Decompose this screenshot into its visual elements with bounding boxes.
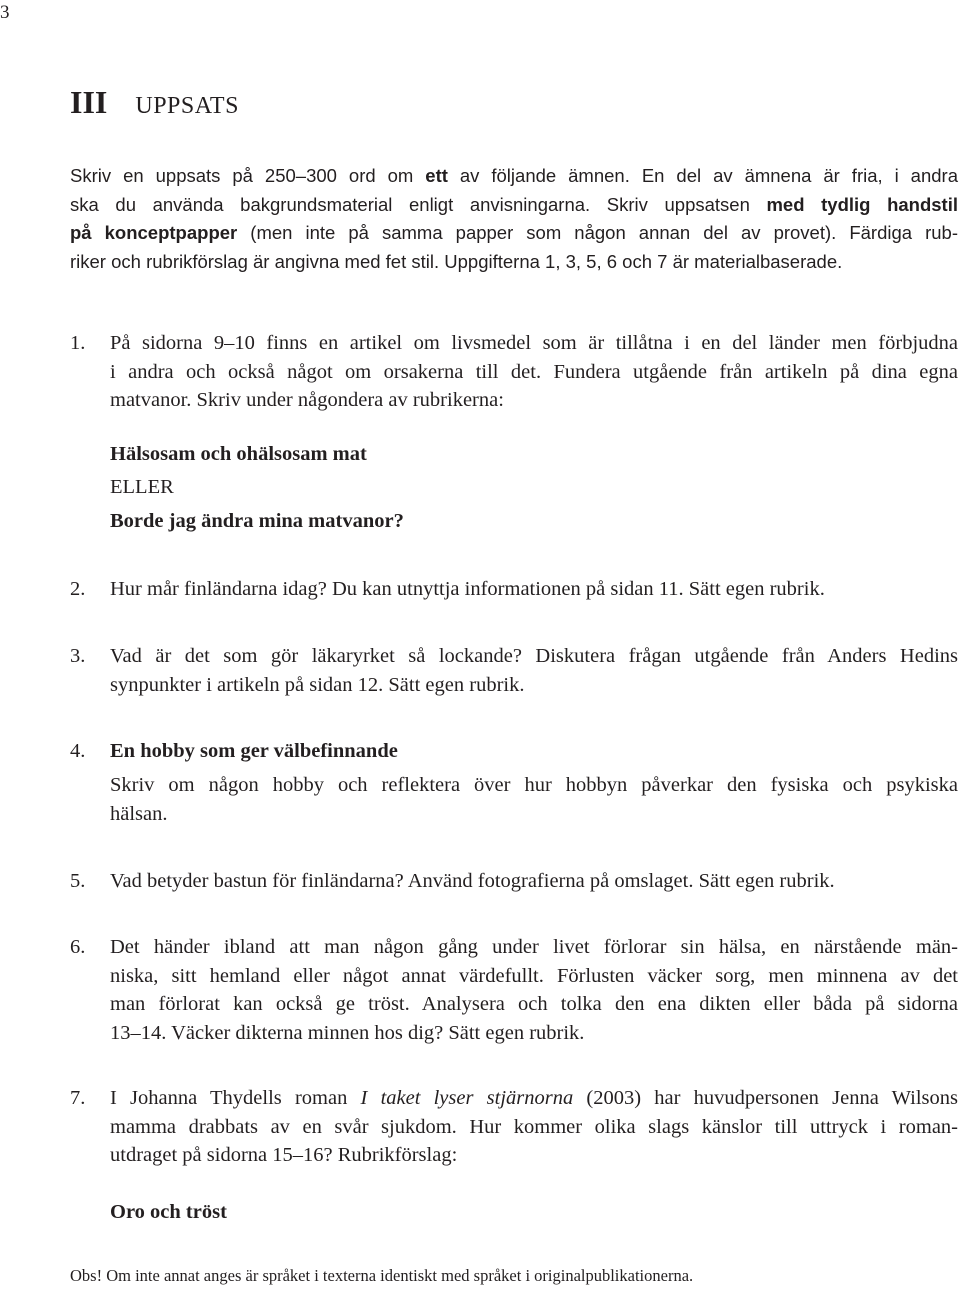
topic-6-text <box>110 933 958 1047</box>
topic-4-title: En hobby som ger välbefinnande <box>110 740 398 762</box>
topic-number-1: 1. <box>70 332 86 354</box>
topic-6-line-2: niska, sitt hemland eller något annat värdefullt. Förlusten väcker sorg, men minnena av det <box>110 964 958 987</box>
topic-1-line-1: På sidorna 9–10 finns en artikel om livsmedel som är tillåtna i en del länder men förbjudna <box>110 332 958 354</box>
footnote: Obs! Om inte annat anges är språket i texterna identiskt med språket i originalpublikationerna. <box>70 1266 694 1285</box>
topic-7-line-1: I Johanna Thydells roman I taket lyser stjärnorna (2003) har huvudpersonen Jenna Wilsons <box>110 1087 958 1109</box>
topic-number-2: 2. <box>70 578 86 600</box>
page-number: 3 <box>0 2 10 23</box>
topic-1-text <box>110 329 958 415</box>
topic-4-line-1: Skriv om någon hobby och reflektera över hur hobbyn påverkar den fysiska och psykiska <box>110 774 958 796</box>
intro-line-1: Skriv en uppsats på 250–300 ord om ett av följande ämnen. En del av ämnena är fria, i andra <box>70 165 958 186</box>
topic-5-line-1: Vad betyder bastun för finländarna? Använd fotografierna på omslaget. Sätt egen rubrik. <box>110 870 835 892</box>
topic-1-line-3: matvanor. Skriv under någondera av rubrikerna: <box>110 389 504 411</box>
topic-number-7: 7. <box>70 1087 86 1109</box>
topic-1-title-2: Borde jag ändra mina matvanor? <box>110 510 404 532</box>
emphasis-draft-paper: på konceptpapper <box>70 222 238 243</box>
emphasis-handwriting: med tydlig handstil <box>766 193 958 215</box>
topic-4-text <box>110 771 958 828</box>
topic-3-line-2: synpunkter i artikeln på sidan 12. Sätt egen rubrik. <box>110 673 525 696</box>
topic-5-text <box>110 867 958 896</box>
topic-7-line-3: utdraget på sidorna 15–16? Rubrikförslag: <box>110 1144 458 1166</box>
instructions-paragraph <box>70 162 958 276</box>
topic-4-line-2: hälsan. <box>110 802 168 825</box>
topic-6-line-1: Det händer ibland att man någon gång under livet förlorar sin hälsa, en närstående män- <box>110 936 958 958</box>
intro-line-4: riker och rubrikförslag är angivna med fet stil. Uppgifterna 1, 3, 5, 6 och 7 är materialbaserade. <box>70 250 843 272</box>
topic-number-4: 4. <box>70 740 86 762</box>
topic-number-6: 6. <box>70 936 86 958</box>
intro-line-3: på konceptpapper (men inte på samma papper som någon annan del av provet). Färdiga rub- <box>70 222 958 243</box>
topic-6-line-3: man förlorat kan också ge tröst. Analysera och tolka den ena dikten eller båda på sidorna <box>110 993 958 1015</box>
topic-7-title: Oro och tröst <box>110 1201 227 1223</box>
topic-6-line-4: 13–14. Väcker dikterna minnen hos dig? Sätt egen rubrik. <box>110 1021 585 1044</box>
section-title: UPPSATS <box>135 93 239 119</box>
topic-7-text <box>110 1084 958 1170</box>
topic-3-text <box>110 642 958 699</box>
emphasis-ett: ett <box>425 165 448 186</box>
topic-1-title-1: Hälsosam och ohälsosam mat <box>110 443 367 465</box>
topic-1-line-2: i andra och också något om orsakerna till det. Fundera utgående från artikeln på dina egna <box>110 360 958 383</box>
intro-line-2: ska du använda bakgrundsmaterial enligt anvisningarna. Skriv uppsatsen med tydlig handstil <box>70 193 958 215</box>
section-heading <box>70 84 239 121</box>
topic-7-line-2: mamma drabbats av en svår sjukdom. Hur kommer olika slags känslor till uttryck i roman- <box>110 1115 958 1138</box>
topic-2-text <box>110 575 958 604</box>
novel-title: I taket lyser stjärnorna <box>360 1087 574 1109</box>
topic-number-3: 3. <box>70 645 86 667</box>
topic-1-or: ELLER <box>110 476 174 498</box>
topic-3-line-1: Vad är det som gör läkaryrket så lockande? Diskutera frågan utgående från Anders Hedins <box>110 645 958 667</box>
topic-number-5: 5. <box>70 870 86 892</box>
topic-2-line-1: Hur mår finländarna idag? Du kan utnyttja informationen på sidan 11. Sätt egen rubrik. <box>110 578 825 600</box>
section-roman-numeral: III <box>70 84 108 120</box>
